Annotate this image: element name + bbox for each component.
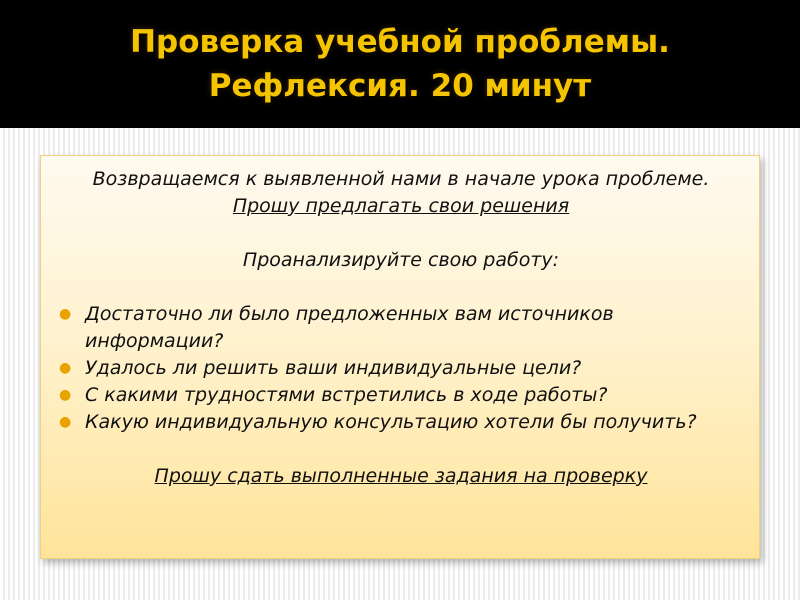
list-item — [57, 355, 745, 382]
list-item — [57, 409, 745, 436]
spacer — [57, 436, 745, 463]
slide-title-line-1: Проверка учебной проблемы. — [130, 24, 670, 60]
question-text: Какую индивидуальную консультацию хотели бы получить? — [85, 411, 697, 433]
list-item — [57, 301, 745, 355]
bullet-dot-icon: ● — [59, 387, 72, 403]
spacer — [57, 220, 745, 247]
bullet-dot-icon: ● — [59, 360, 72, 376]
question-text: Удалось ли решить ваши индивидуальные цели? — [85, 357, 582, 379]
content-box — [40, 155, 760, 559]
title-band — [0, 0, 800, 128]
list-item — [57, 382, 745, 409]
intro-text: Возвращаемся к выявленной нами в начале урока проблеме. — [92, 168, 710, 190]
question-text: С какими трудностями встретились в ходе работы? — [85, 384, 608, 406]
bullet-dot-icon: ● — [59, 414, 72, 430]
submit-text: Прошу сдать выполненные задания на проверку — [154, 465, 648, 487]
ask-solutions-text: Прошу предлагать свои решения — [232, 195, 570, 217]
analyze-text: Проанализируйте свою работу: — [242, 249, 560, 271]
bullet-dot-icon: ● — [59, 306, 72, 322]
questions-list — [57, 301, 745, 436]
spacer — [57, 274, 745, 301]
question-text: Достаточно ли было предложенных вам источников информации? — [85, 303, 614, 352]
slide-title-line-2: Рефлексия. 20 минут — [208, 68, 592, 104]
